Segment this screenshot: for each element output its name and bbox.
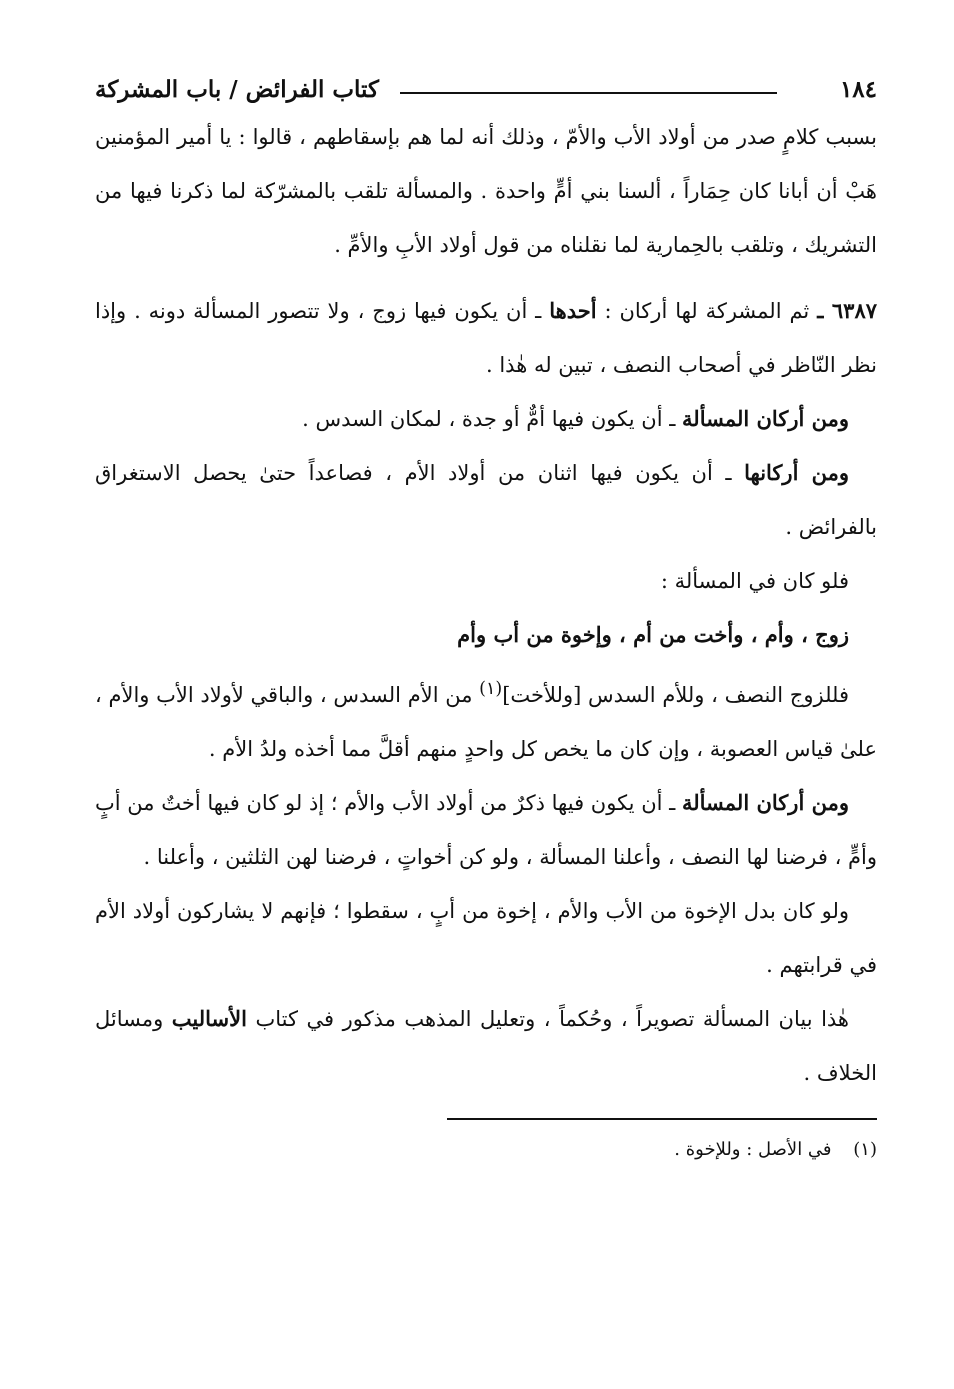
paragraph-10	[95, 992, 877, 1100]
section-number: ٦٣٨٧ ـ	[817, 298, 878, 323]
running-title: كتاب الفرائض / باب المشركة	[95, 76, 379, 103]
paragraph-5	[95, 554, 877, 608]
footnote-divider	[447, 1118, 877, 1120]
paragraph-text: ـ أن يكون فيها أمٌّ أو جدة ، لمكان السدس .	[302, 407, 683, 431]
example-heading	[95, 608, 877, 662]
bold-term: ومن أركانها	[744, 460, 849, 485]
paragraph-text: ـ أن يكون فيها اثنان من أولاد الأم ، فصاعداً حتىٰ يحصل الاستغراق بالفرائض .	[95, 461, 877, 539]
footnote-text: في الأصل : وللإخوة .	[674, 1139, 832, 1160]
header-rule	[400, 92, 777, 94]
example-text: زوج ، وأم ، وأخت من أم ، وإخوة من أب وأم	[457, 622, 849, 647]
bold-term: ومن أركان المسألة	[682, 406, 849, 431]
paragraph-3	[95, 392, 877, 446]
footnote	[95, 1128, 877, 1172]
book-page	[95, 70, 877, 1172]
footnote-reference: (١)	[479, 679, 503, 699]
bold-term: ومن أركان المسألة	[682, 790, 849, 815]
paragraph-text: فللزوج النصف ، وللأم السدس [وللأخت]	[502, 683, 850, 707]
page-header	[95, 70, 877, 110]
paragraph-text: ومسائل الخلاف .	[95, 1007, 877, 1085]
paragraph-text: ولو كان بدل الإخوة من الأب والأم ، إخوة من أبٍ ، سقطوا ؛ فإنهم لا يشاركون أولاد الأم في قرابتهم .	[95, 899, 877, 977]
footnote-number: (١)	[853, 1139, 877, 1160]
paragraph-text: فلو كان في المسألة :	[660, 569, 849, 593]
paragraph-8	[95, 776, 877, 884]
bold-term: الأساليب	[171, 1006, 247, 1031]
paragraph-4	[95, 446, 877, 554]
paragraph-text: هٰذا بيان المسألة تصويراً ، وحُكماً ، وتعليل المذهب مذكور في كتاب	[246, 1007, 849, 1031]
page-number: ١٨٤	[839, 76, 877, 103]
paragraph-text: ـ أن يكون فيها زوج ، ولا تتصور المسألة دونه . وإذا نظر النّاظر في أصحاب النصف ، تبين له هٰذا .	[95, 299, 877, 377]
paragraph-9	[95, 884, 877, 992]
paragraph-2	[95, 284, 877, 392]
bold-term: أحدها	[549, 298, 597, 323]
page-body	[95, 110, 877, 1100]
paragraph-text: من الأم السدس ، والباقي لأولاد الأب والأم ، علىٰ قياس العصوبة ، وإن كان ما يخص كل واحدٍ منهم أقلَّ مما أخذه ولدُ الأم .	[95, 683, 877, 761]
paragraph-text: ثم المشركة لها أركان :	[596, 299, 818, 323]
paragraph-1	[95, 110, 877, 272]
paragraph-text: ـ أن يكون فيها ذكرٌ من أولاد الأب والأم ؛ إذ لو كان فيها أختٌ من أبٍ وأمٍّ ، فرضنا لها النصف ، وأعلنا المسألة ، ولو كن أخواتٍ ، فرضنا لهن الثلثين ، وأعلنا .	[95, 791, 877, 869]
paragraph-text: بسبب كلامٍ صدر من أولاد الأب والأمّ ، وذلك أنه لما هم بإسقاطهم ، قالوا : يا أمير المؤمنين هَبْ أن أبانا كان حِمَاراً ، ألسنا بني أمٍّ واحدة . والمسألة تلقب بالمشرّكة لما ذكرنا فيها من التشريك ، وتلقب بالحِمارية لما نقلناه من قول أولاد الأبِ والأمِّ .	[95, 125, 877, 257]
paragraph-7	[95, 662, 877, 776]
